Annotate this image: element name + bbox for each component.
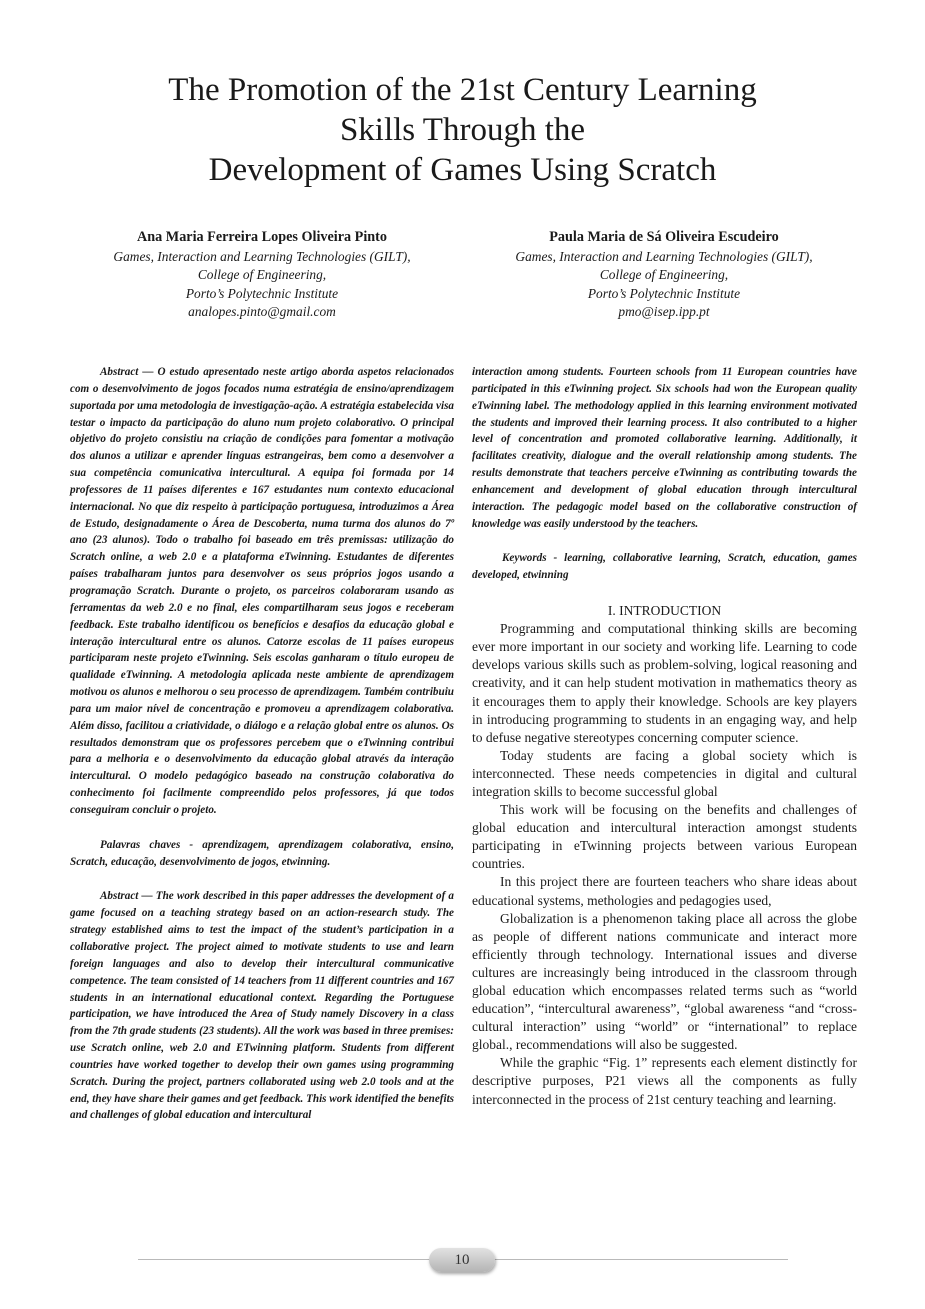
author-email[interactable]: pmo@isep.ipp.pt: [618, 304, 710, 319]
author-affiliation: College of Engineering,: [599, 267, 729, 282]
title-line: Skills Through the: [339, 112, 586, 148]
paper-title: [60, 70, 865, 190]
author-affiliation: Games, Interaction and Learning Technologies (GILT),: [113, 248, 411, 264]
right-column: [472, 364, 857, 1109]
intro-paragraph: While the graphic “Fig. 1” represents each element distinctly for descriptive purposes, P21 views all the components as fully interconnected in the process of 21st century teaching and learning.: [472, 1055, 857, 1107]
intro-paragraph: Globalization is a phenomenon taking place all across the globe as people of different nations communicate and interact more efficiently through technology. International issues and diverse cultures are increasingly being introduced in the classroom through global education which encompasses related terms such as “world education”, “intercultural awareness”, “global awareness “and “cross-cultural interaction” using “world” or “international” to replace global., recommendations will also be suggested.: [472, 910, 857, 1053]
author-affiliation: Porto’s Polytechnic Institute: [185, 285, 339, 301]
abstract-english: Abstract — The work described in this paper addresses the development of a game focused on a teaching strategy based on an action-research study. The strategy established aims to test the impact of the student’s participation in a collaborative project. The project aimed to motivate students to use and learn foreign languages and also to develop their intercultural communicative competence. The team consisted of 14 teachers from 11 different countries and 167 students in an international educational context. Regarding the Portuguese participation, we have introduced the Area of Study namely Discovery in a class from the 7th grade students (23 students). All the work was based in three premises: use Scratch online, web 2.0 and ETwinning platform. Students from different countries have worked together to develop their own games using programming Scratch. During the project, partners collaborated using web 2.0 tools and at the end, they have share their games and get feedback. This work identified the benefits and challenges of global education and intercultural: [70, 890, 455, 1122]
title-line: The Promotion of the 21st Century Learning: [168, 72, 757, 108]
intro-paragraph: In this project there are fourteen teachers who share ideas about educational systems, methologies and pedagogies used,: [472, 874, 857, 908]
author-email[interactable]: analopes.pinto@gmail.com: [188, 304, 336, 319]
author-block-2: [474, 228, 854, 322]
author-affiliation: College of Engineering,: [197, 267, 327, 282]
intro-paragraph: Programming and computational thinking skills are becoming ever more important in our society and working life. Learning to code develops various skills such as problem-solving, logical reasoning and creativity, and it can help student motivation in mathematics theory as it encourages them to apply their knowledge. Schools are key players in introducing programming to students in an engaging way, and help to defuse negative stereotypes concerning computer science.: [472, 621, 857, 745]
keywords-english: Keywords - learning, collaborative learning, Scratch, education, games developed, etwinning: [472, 552, 857, 582]
author-block-1: [72, 228, 452, 322]
author-name: Paula Maria de Sá Oliveira Escudeiro: [549, 229, 779, 245]
left-column: [70, 364, 454, 1142]
intro-paragraph: Today students are facing a global society which is interconnected. These needs competencies in digital and cultural integration skills to become successful global: [472, 747, 857, 799]
author-name: Ana Maria Ferreira Lopes Oliveira Pinto: [137, 229, 387, 245]
author-affiliation: Games, Interaction and Learning Technologies (GILT),: [515, 248, 813, 264]
abstract-portuguese: Abstract — O estudo apresentado neste artigo aborda aspetos relacionados com o desenvolvimento de jogos focados numa estratégia de ensino/aprendizagem suportada por uma metodologia de investigação-ação. A estratégia estabelecida visa testar o impacto da participação do aluno num projeto colaborativo. O principal objetivo do projeto consistiu na criação de condições para fomentar a motivação dos alunos a utilizar e aprender línguas estrangeiras, bem como a desenvolver a sua competência comunicativa intercultural. A equipa foi formada por 14 professores de 11 países diferentes e 167 estudantes num contexto educacional internacional. No que diz respeito à participação portuguesa, introduzimos a Área de Estudo, designadamente o Área de Descoberta, numa turma dos alunos do 7º ano (23 alunos). Todo o trabalho foi baseado em três premissas: utilização do Scratch online, a web 2.0 e a plataforma eTwinning. Estudantes de diferentes países trabalharam juntos para desenvolver os seus próprios jogos usando a programação Scratch. Durante o projeto, os parceiros colaboraram usando as ferramentas da web 2.0 e no final, eles compartilharam seus jogos e receberam feedback. Este trabalho identificou os benefícios e desafios da educação global e interação intercultural entre os alunos. Catorze escolas de 11 países europeus participaram neste projeto eTwinning. Seis escolas ganharam o título europeu de qualidade eTwinning. A metodologia aplicada neste ambiente de aprendizagem motivou os alunos e melhorou o seu processo de aprendizagem. Também contribuiu para um maior nível de concentração e promoveu a aprendizagem colaborativa. Além disso, facilitou a criatividade, o diálogo e a relação global entre os alunos. Os resultados demonstram que os professores percebem que o eTwinning contribui para a melhoria e o desenvolvimento da educação global através da interação intercultural. O modelo pedagógico baseado na construção colaborativa do conhecimento foi facilmente compreendido pelos professores, já que todos conseguiram concluir o projeto.: [70, 366, 454, 816]
author-affiliation: Porto’s Polytechnic Institute: [587, 285, 741, 301]
abstract-english-continued: interaction among students. Fourteen schools from 11 European countries have participated in this eTwinning project. Six schools had won the European quality eTwinning label. The methodology applied in this learning environment motivated the students and improved their learning process. It also contributed to a higher level of concentration and promoted collaborative learning. Additionally, it facilitates creativity, dialogue and the overall relationship among students. The results demonstrate that teachers perceive eTwinning as contributing towards the enhancement and development of global education through intercultural interaction. The pedagogic model based on the collaborative construction of knowledge was easily understood by the teachers.: [472, 366, 857, 530]
page-number: 10: [454, 1252, 470, 1268]
page-number-badge: [429, 1248, 495, 1272]
title-line: Development of Games Using Scratch: [208, 152, 717, 188]
section-heading-introduction: I. INTRODUCTION: [607, 603, 722, 619]
keywords-portuguese: Palavras chaves - aprendizagem, aprendizagem colaborativa, ensino, Scratch, educação, desenvolvimento de jogos, etwinning.: [70, 838, 454, 868]
intro-paragraph: This work will be focusing on the benefits and challenges of global education and intercultural interaction amongst students participating in eTwinning projects between various European countries.: [472, 802, 857, 872]
